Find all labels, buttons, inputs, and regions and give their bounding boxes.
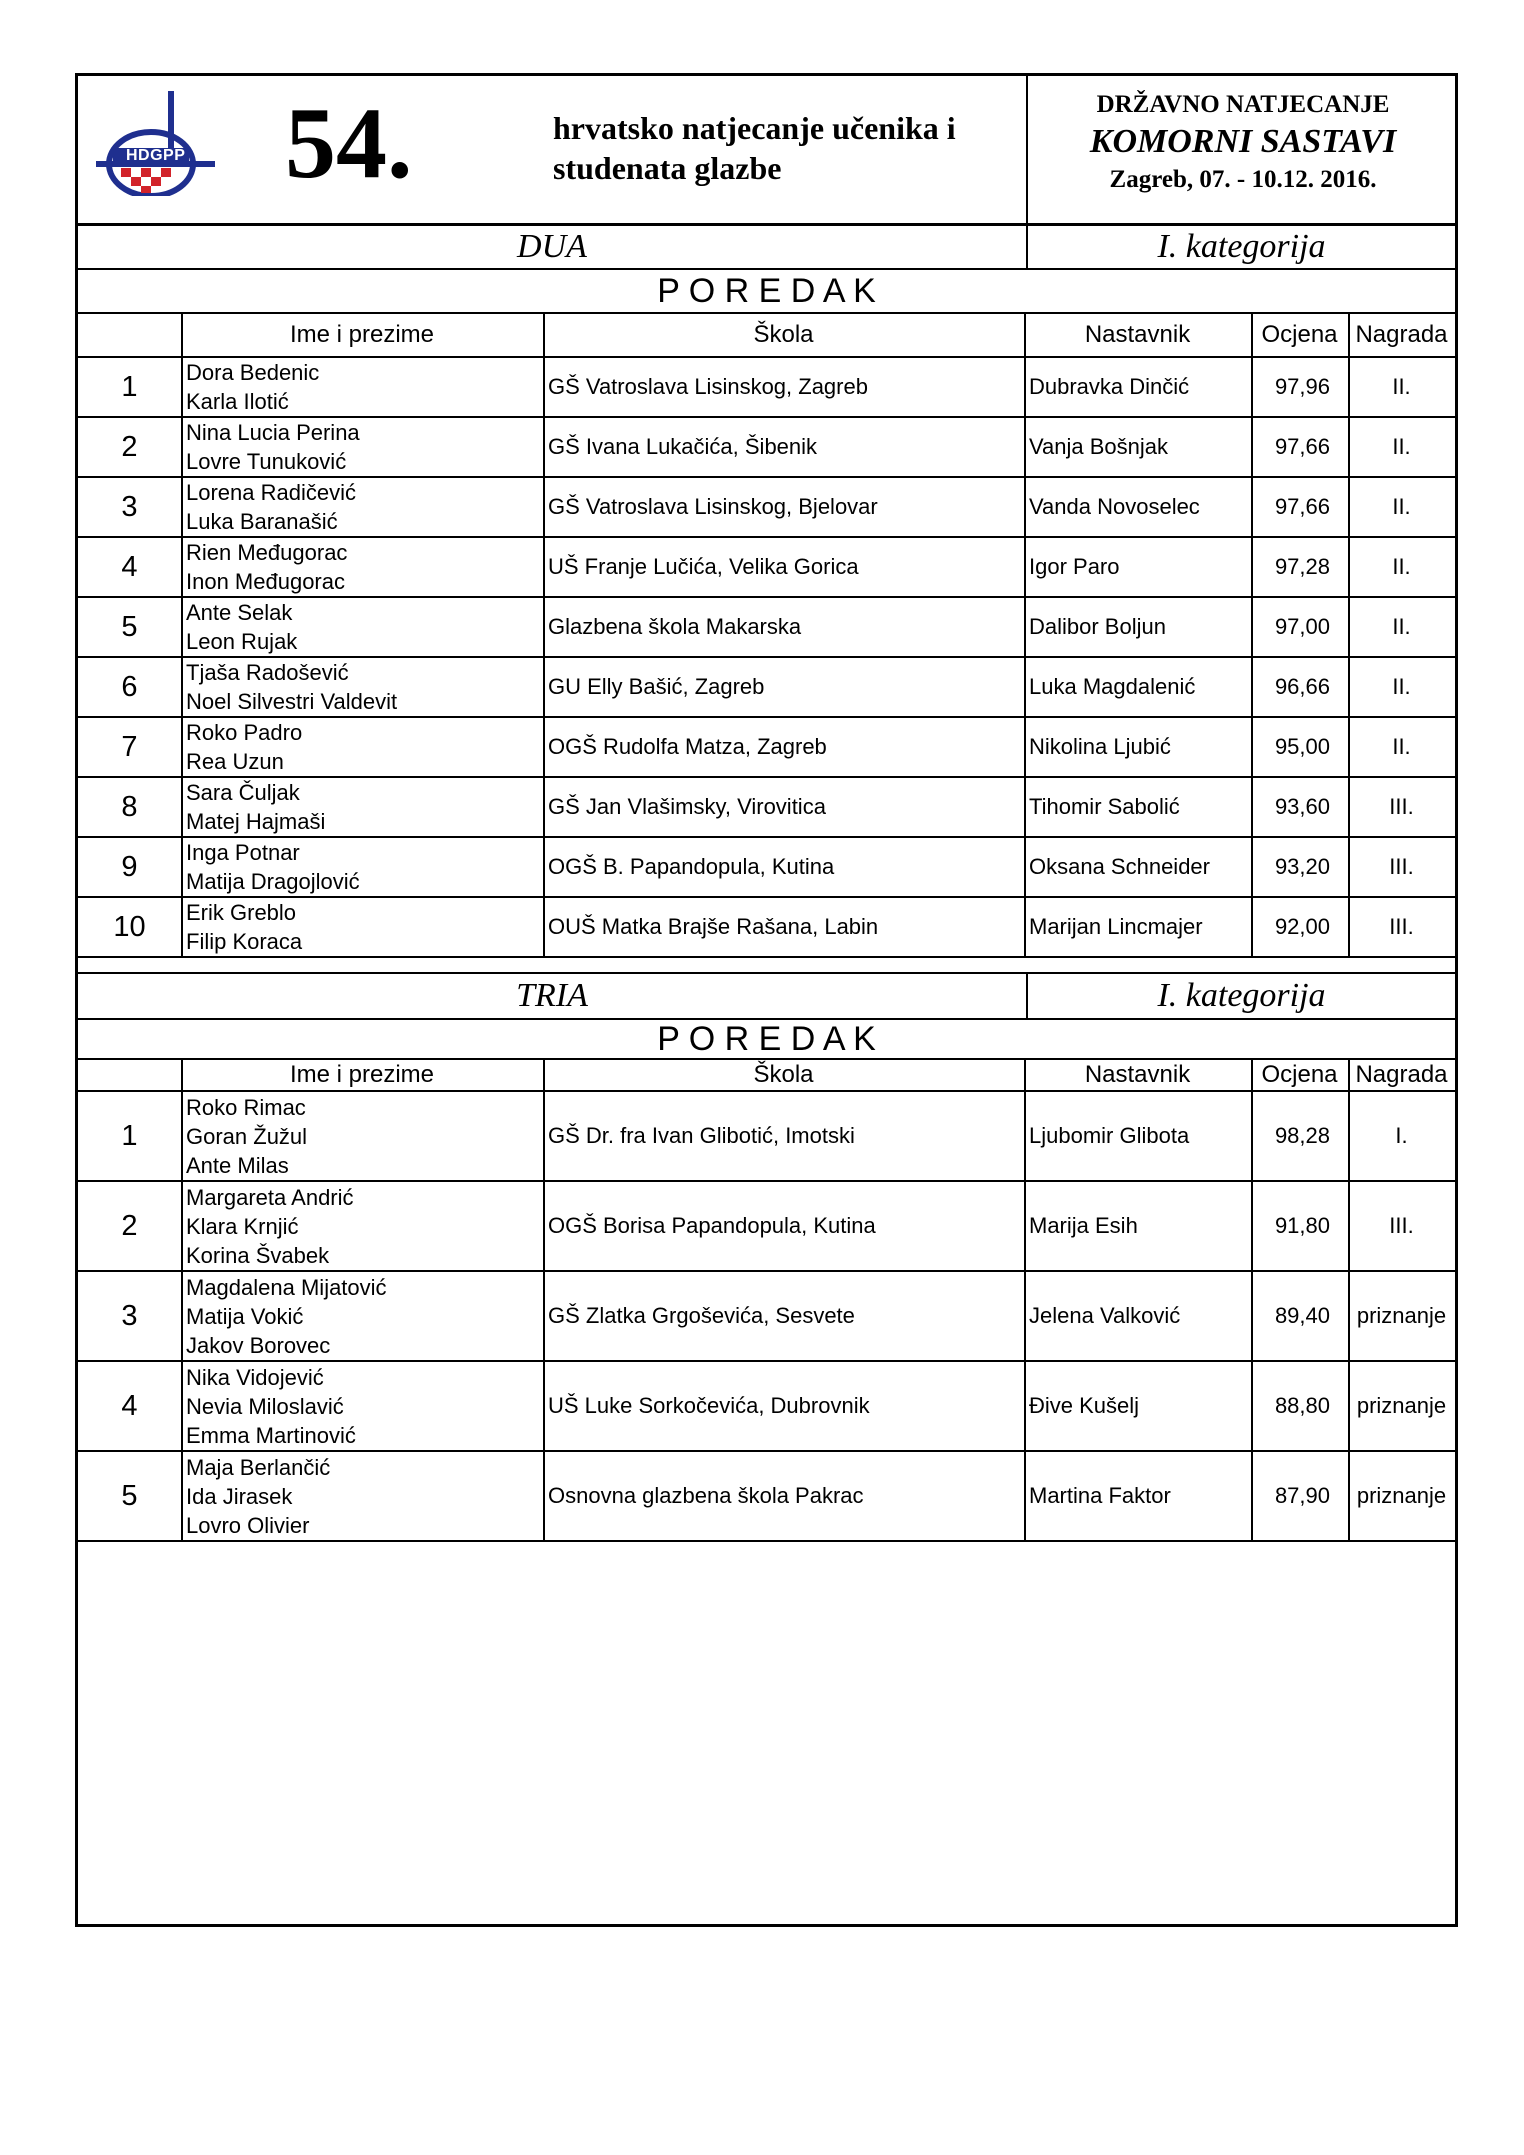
rank-cell: 3 bbox=[121, 1299, 138, 1332]
teacher-cell: Nikolina Ljubić bbox=[1029, 734, 1171, 759]
rank-cell: 4 bbox=[121, 1389, 138, 1422]
column-divider bbox=[1348, 314, 1350, 956]
grade-cell: 91,80 bbox=[1274, 1213, 1330, 1238]
school-cell: Glazbena škola Makarska bbox=[548, 614, 802, 639]
school-cell: OGŠ Borisa Papandopula, Kutina bbox=[548, 1213, 876, 1238]
teacher-cell: Vanja Bošnjak bbox=[1029, 434, 1169, 459]
column-divider bbox=[543, 1060, 545, 1540]
teacher-cell: Marijan Lincmajer bbox=[1029, 914, 1203, 939]
table-row bbox=[78, 1362, 1455, 1450]
school-cell: GU Elly Bašić, Zagreb bbox=[548, 674, 765, 699]
school-cell: OUŠ Matka Brajše Rašana, Labin bbox=[548, 914, 879, 939]
award-cell: priznanje bbox=[1356, 1393, 1447, 1418]
table-row bbox=[78, 1092, 1455, 1180]
hdgpp-logo-graphic bbox=[93, 86, 218, 196]
competition-place-date: Zagreb, 07. - 10.12. 2016. bbox=[1109, 166, 1377, 193]
column-divider bbox=[1024, 1060, 1026, 1540]
school-cell: OGŠ Rudolfa Matza, Zagreb bbox=[548, 734, 827, 759]
column-divider bbox=[1251, 314, 1253, 956]
school-cell: GŠ Jan Vlašimsky, Virovitica bbox=[548, 794, 826, 819]
teacher-cell: Ljubomir Glibota bbox=[1029, 1123, 1190, 1148]
rank-cell: 10 bbox=[113, 910, 146, 943]
tria-section-title: TRIA bbox=[516, 977, 588, 1014]
teacher-cell: Luka Magdalenić bbox=[1029, 674, 1196, 699]
table-row bbox=[78, 838, 1455, 896]
grade-cell: 97,96 bbox=[1274, 374, 1330, 399]
names-cell bbox=[181, 718, 543, 776]
tria-category: I. kategorija bbox=[1157, 977, 1326, 1014]
grade-cell: 88,80 bbox=[1274, 1393, 1330, 1418]
award-cell: III. bbox=[1389, 1213, 1414, 1238]
performer-name: Matija Vokić bbox=[186, 1303, 304, 1329]
performer-name: Noel Silvestri Valdevit bbox=[186, 689, 398, 714]
grade-cell: 97,28 bbox=[1274, 554, 1330, 579]
rank-cell: 1 bbox=[121, 370, 138, 403]
teacher-cell: Marija Esih bbox=[1029, 1213, 1138, 1238]
teacher-cell: Dalibor Boljun bbox=[1029, 614, 1166, 639]
grade-cell: 98,28 bbox=[1274, 1123, 1330, 1148]
school-cell: GŠ Vatroslava Lisinskog, Bjelovar bbox=[548, 494, 878, 519]
performer-name: Rea Uzun bbox=[186, 749, 284, 774]
column-header-award: Nagrada bbox=[1355, 1061, 1448, 1088]
table-row bbox=[78, 658, 1455, 716]
award-cell: priznanje bbox=[1356, 1483, 1447, 1508]
rank-cell: 6 bbox=[121, 670, 138, 703]
rank-cell: 2 bbox=[121, 430, 138, 463]
performer-name: Ante Milas bbox=[186, 1152, 289, 1178]
performer-name: Tjaša Radošević bbox=[186, 660, 349, 685]
names-cell bbox=[181, 838, 543, 896]
rank-cell: 5 bbox=[121, 610, 138, 643]
teacher-cell: Vanda Novoselec bbox=[1029, 494, 1200, 519]
grade-cell: 97,66 bbox=[1274, 494, 1330, 519]
edition-number: 54. bbox=[285, 87, 413, 200]
column-header-grade: Ocjena bbox=[1261, 1061, 1338, 1088]
performer-name: Korina Švabek bbox=[186, 1242, 330, 1268]
award-cell: III. bbox=[1389, 914, 1414, 939]
names-cell bbox=[181, 1272, 543, 1360]
tria-header-row bbox=[78, 1060, 1455, 1090]
column-header-school: Škola bbox=[753, 1061, 814, 1088]
rank-cell: 3 bbox=[121, 490, 138, 523]
performer-name: Lorena Radičević bbox=[186, 480, 356, 505]
column-header-names: Ime i prezime bbox=[289, 1061, 435, 1088]
school-cell: GŠ Zlatka Grgoševića, Sesvete bbox=[548, 1303, 855, 1328]
award-cell: II. bbox=[1392, 434, 1411, 459]
table-row bbox=[78, 1272, 1455, 1360]
performer-name: Leon Rujak bbox=[186, 629, 298, 654]
grade-cell: 93,20 bbox=[1274, 854, 1330, 879]
column-divider bbox=[1348, 1060, 1350, 1540]
performer-name: Goran Žužul bbox=[186, 1123, 308, 1149]
names-cell bbox=[181, 478, 543, 536]
award-cell: II. bbox=[1392, 734, 1411, 759]
school-cell: OGŠ B. Papandopula, Kutina bbox=[548, 854, 835, 879]
award-cell: III. bbox=[1389, 794, 1414, 819]
award-cell: II. bbox=[1392, 674, 1411, 699]
names-cell bbox=[181, 358, 543, 416]
competition-discipline: KOMORNI SASTAVI bbox=[1089, 123, 1397, 160]
table-row bbox=[78, 718, 1455, 776]
performer-name: Sara Čuljak bbox=[186, 780, 300, 805]
competition-level: DRŽAVNO NATJECANJE bbox=[1096, 91, 1390, 118]
column-divider bbox=[1251, 1060, 1253, 1540]
school-cell: Osnovna glazbena škola Pakrac bbox=[548, 1483, 864, 1508]
rank-cell: 4 bbox=[121, 550, 138, 583]
table-row bbox=[78, 1452, 1455, 1540]
performer-name: Ida Jirasek bbox=[186, 1483, 293, 1509]
names-cell bbox=[181, 418, 543, 476]
teacher-cell: Oksana Schneider bbox=[1029, 854, 1210, 879]
hdgpp-logo bbox=[93, 86, 218, 196]
performer-name: Karla Ilotić bbox=[186, 389, 289, 414]
award-cell: II. bbox=[1392, 614, 1411, 639]
logo-text: HDGPP bbox=[126, 147, 186, 164]
column-header-school: Škola bbox=[753, 321, 814, 348]
names-cell bbox=[181, 598, 543, 656]
performer-name: Magdalena Mijatović bbox=[186, 1274, 387, 1300]
rank-cell: 7 bbox=[121, 730, 138, 763]
tria-ranking-label: P O R E D A K bbox=[657, 1020, 876, 1058]
names-cell bbox=[181, 1362, 543, 1450]
school-cell: UŠ Franje Lučića, Velika Gorica bbox=[548, 554, 859, 579]
performer-name: Margareta Andrić bbox=[186, 1184, 354, 1210]
performer-name: Roko Padro bbox=[186, 720, 303, 745]
performer-name: Rien Međugorac bbox=[186, 540, 348, 565]
performer-name: Emma Martinović bbox=[186, 1422, 356, 1448]
school-cell: GŠ Dr. fra Ivan Glibotić, Imotski bbox=[548, 1123, 855, 1148]
column-header-teacher: Nastavnik bbox=[1084, 321, 1191, 348]
column-header-award: Nagrada bbox=[1355, 321, 1448, 348]
grade-cell: 93,60 bbox=[1274, 794, 1330, 819]
table-row bbox=[78, 478, 1455, 536]
dua-ranking-label: P O R E D A K bbox=[657, 271, 876, 310]
dua-section-title: DUA bbox=[517, 228, 587, 265]
grade-cell: 97,00 bbox=[1274, 614, 1330, 639]
performer-name: Lovro Olivier bbox=[186, 1512, 310, 1538]
school-cell: GŠ Ivana Lukačića, Šibenik bbox=[548, 434, 818, 459]
performer-name: Nevia Miloslavić bbox=[186, 1393, 344, 1419]
rank-cell: 1 bbox=[121, 1119, 138, 1152]
award-cell: II. bbox=[1392, 554, 1411, 579]
table-row bbox=[78, 778, 1455, 836]
table-row bbox=[78, 418, 1455, 476]
grade-cell: 95,00 bbox=[1274, 734, 1330, 759]
performer-name: Erik Greblo bbox=[186, 900, 297, 925]
dua-results-table bbox=[78, 314, 1455, 978]
award-cell: II. bbox=[1392, 374, 1411, 399]
column-divider bbox=[543, 314, 545, 956]
row-border bbox=[78, 956, 1455, 958]
teacher-cell: Jelena Valković bbox=[1029, 1303, 1181, 1328]
dua-category: I. kategorija bbox=[1157, 228, 1326, 265]
names-cell bbox=[181, 898, 543, 956]
names-cell bbox=[181, 1452, 543, 1540]
rank-cell: 9 bbox=[121, 850, 138, 883]
performer-name: Maja Berlančić bbox=[186, 1454, 331, 1480]
rank-cell: 5 bbox=[121, 1479, 138, 1512]
award-cell: II. bbox=[1392, 494, 1411, 519]
table-row bbox=[78, 598, 1455, 656]
award-cell: III. bbox=[1389, 854, 1414, 879]
performer-name: Matija Dragojlović bbox=[186, 869, 360, 894]
table-row bbox=[78, 1182, 1455, 1270]
column-divider bbox=[1024, 314, 1026, 956]
column-header-grade: Ocjena bbox=[1261, 321, 1338, 348]
performer-name: Dora Bedenic bbox=[186, 360, 320, 385]
performer-name: Inon Međugorac bbox=[186, 569, 345, 594]
performer-name: Nika Vidojević bbox=[186, 1364, 324, 1390]
grade-cell: 97,66 bbox=[1274, 434, 1330, 459]
tria-results-table bbox=[78, 1060, 1455, 1538]
names-cell bbox=[181, 1092, 543, 1180]
performer-name: Lovre Tunuković bbox=[186, 449, 347, 474]
column-divider bbox=[181, 1060, 183, 1540]
event-title-line2: studenata glazbe bbox=[553, 150, 782, 186]
performer-name: Luka Baranašić bbox=[186, 509, 338, 534]
row-border bbox=[78, 1540, 1455, 1542]
event-title-line1: hrvatsko natjecanje učenika i bbox=[553, 110, 956, 146]
performer-name: Nina Lucia Perina bbox=[186, 420, 360, 445]
names-cell bbox=[181, 778, 543, 836]
grade-cell: 92,00 bbox=[1274, 914, 1330, 939]
award-cell: priznanje bbox=[1356, 1303, 1447, 1328]
teacher-cell: Dubravka Dinčić bbox=[1029, 374, 1190, 399]
performer-name: Inga Potnar bbox=[186, 840, 300, 865]
teacher-cell: Tihomir Sabolić bbox=[1029, 794, 1180, 819]
school-cell: UŠ Luke Sorkočevića, Dubrovnik bbox=[548, 1393, 870, 1418]
dua-header-row bbox=[78, 314, 1455, 356]
teacher-cell: Martina Faktor bbox=[1029, 1483, 1171, 1508]
performer-name: Roko Rimac bbox=[186, 1094, 306, 1120]
grade-cell: 96,66 bbox=[1274, 674, 1330, 699]
column-divider bbox=[181, 314, 183, 956]
column-header-names: Ime i prezime bbox=[289, 321, 435, 348]
performer-name: Jakov Borovec bbox=[186, 1332, 331, 1358]
table-row bbox=[78, 898, 1455, 956]
teacher-cell: Đive Kušelj bbox=[1029, 1393, 1140, 1418]
teacher-cell: Igor Paro bbox=[1029, 554, 1120, 579]
performer-name: Klara Krnjić bbox=[186, 1213, 299, 1239]
grade-cell: 87,90 bbox=[1274, 1483, 1330, 1508]
award-cell: I. bbox=[1395, 1123, 1408, 1148]
results-sheet bbox=[75, 73, 1458, 1927]
names-cell bbox=[181, 1182, 543, 1270]
performer-name: Ante Selak bbox=[186, 600, 293, 625]
rank-cell: 8 bbox=[121, 790, 138, 823]
rank-cell: 2 bbox=[121, 1209, 138, 1242]
school-cell: GŠ Vatroslava Lisinskog, Zagreb bbox=[548, 374, 868, 399]
grade-cell: 89,40 bbox=[1274, 1303, 1330, 1328]
table-row bbox=[78, 538, 1455, 596]
table-row bbox=[78, 358, 1455, 416]
performer-name: Filip Koraca bbox=[186, 929, 303, 954]
names-cell bbox=[181, 538, 543, 596]
column-header-teacher: Nastavnik bbox=[1084, 1061, 1191, 1088]
performer-name: Matej Hajmaši bbox=[186, 809, 326, 834]
names-cell bbox=[181, 658, 543, 716]
